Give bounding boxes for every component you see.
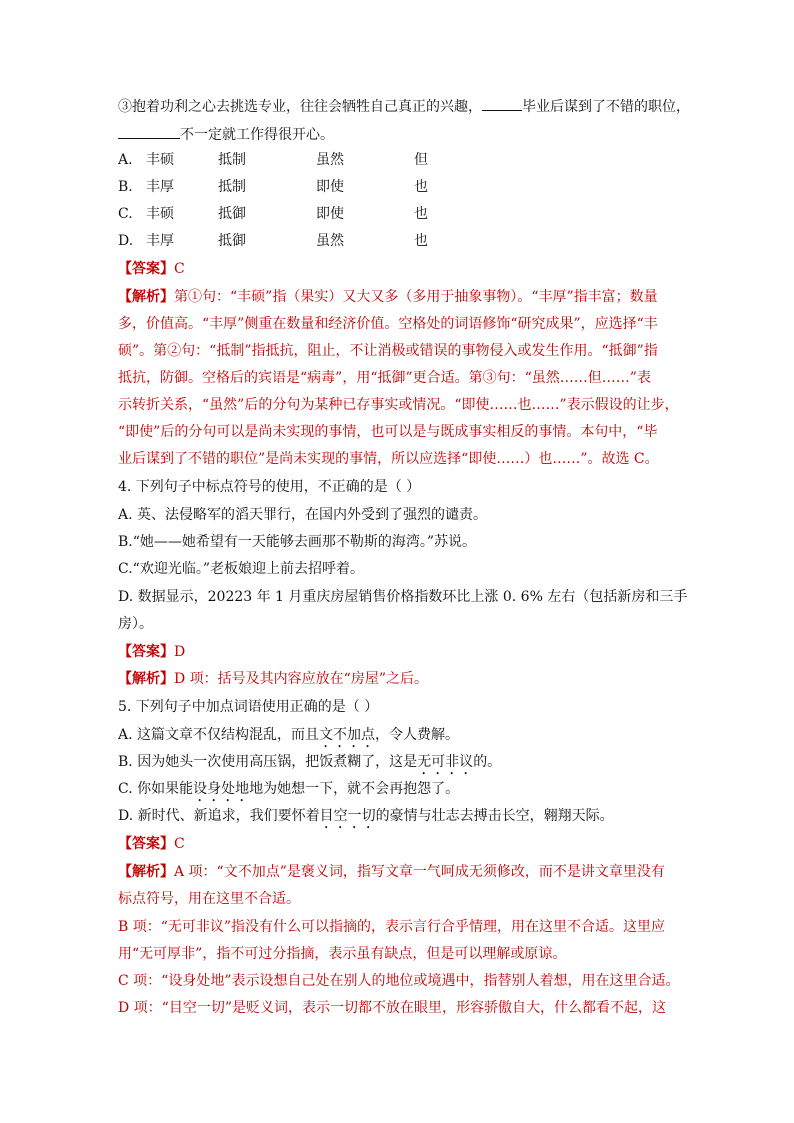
analysis-label: 【解析】 <box>118 864 174 880</box>
q3-analysis-line-6: “即使”后的分句可以是尚未实现的事情，也可以是与既成事实相反的事情。本句中，“毕 <box>118 424 658 440</box>
q3-analysis-line-5: 示转折关系，“虽然”后的分句为某种已存事实或情况。“即使……也……”表示假设的让步， <box>118 397 679 413</box>
q5-analysis-line-1 <box>118 862 678 882</box>
option-word-3: 虽然 <box>316 233 344 249</box>
q5-option-b <box>118 752 678 772</box>
q5-option-d <box>118 806 678 826</box>
q4-answer <box>118 642 678 662</box>
q5-analysis-line-5: C 项：“设身处地”表示设想自己处在别人的地位或境遇中，指替别人着想，用在这里合适。 <box>118 973 680 989</box>
option-word-1: 丰厚 <box>146 179 174 195</box>
option-word-3: 即使 <box>316 179 344 195</box>
analysis-text: 第①句：“丰硕”指（果实）又大又多（多用于抽象事物）。“丰厚”指丰富；数量 <box>174 289 658 305</box>
option-word-4: 也 <box>414 206 428 222</box>
q3-blank-3 <box>482 96 522 111</box>
option-text: 的豪情与壮志去搏击长空，翱翔天际。 <box>375 808 614 824</box>
q5-stem: 5. 下列句子中加点词语使用正确的是（ ） <box>118 699 379 715</box>
answer-label: 【答案】 <box>118 644 174 660</box>
q3-analysis-line-2: 多，价值高。“丰厚”侧重在数量和经济价值。空格处的词语修饰“研究成果”，应选择“丰 <box>118 316 658 332</box>
q3-option-c <box>118 204 678 224</box>
q4-option-c: C.“欢迎光临。”老板娘迎上前去招呼着。 <box>118 561 364 577</box>
dotted-word: 无可非议 <box>417 754 474 770</box>
option-word-3: 虽然 <box>316 152 344 168</box>
q5-option-c <box>118 779 678 799</box>
option-word-4: 但 <box>414 152 428 168</box>
option-word-3: 即使 <box>316 206 344 222</box>
option-text: A. 这篇文章不仅结构混乱，而且 <box>118 727 320 743</box>
q4-option-a: A. 英、法侵略军的滔天罪行，在国内外受到了强烈的谴责。 <box>118 507 488 523</box>
option-word-2: 抵制 <box>218 179 246 195</box>
answer-value: C <box>174 261 185 277</box>
q3-option-d <box>118 231 678 251</box>
option-letter: A. <box>118 152 133 168</box>
q4-analysis <box>118 669 678 689</box>
q5-analysis-line-6: D 项：“目空一切”是贬义词，表示一切都不放在眼里，形容骄傲自大，什么都看不起，这 <box>118 1000 666 1016</box>
dotted-word: 文不加点 <box>319 727 376 743</box>
option-text: C. 你如果能 <box>118 781 194 797</box>
option-word-1: 丰硕 <box>146 206 174 222</box>
q3-option-b <box>118 177 678 197</box>
q3-stem-part-b: 毕业后谋到了不错的职位， <box>522 99 690 115</box>
q3-stem-line-2 <box>118 124 678 144</box>
option-text: 地为她想一下，就不会再抱怨了。 <box>249 781 460 797</box>
q5-answer <box>118 834 678 854</box>
analysis-text: D 项：括号及其内容应放在“房屋”之后。 <box>174 671 428 687</box>
q5-analysis-line-2: 标点符号，用在这里不合适。 <box>118 891 300 907</box>
option-word-4: 也 <box>414 179 428 195</box>
option-word-1: 丰硕 <box>146 152 174 168</box>
dotted-word: 目空一切 <box>319 808 376 824</box>
q5-analysis-line-4: 用“无可厚非”，指不可过分指摘，表示虽有缺点，但是可以理解或原谅。 <box>118 946 567 962</box>
q4-option-d: D. 数据显示，20223 年 1 月重庆房屋销售价格指数环比上涨 0. 6% 左右（包括新房和三手 <box>118 589 688 605</box>
answer-label: 【答案】 <box>118 836 174 852</box>
answer-value: D <box>174 644 186 660</box>
analysis-text: A 项：“文不加点”是褒义词，指写文章一气呵成无须修改，而不是讲文章里没有 <box>174 864 665 880</box>
option-text: 的。 <box>473 754 502 770</box>
option-word-2: 抵御 <box>218 206 246 222</box>
q3-stem-part-c: 不一定就工作得很开心。 <box>180 127 334 143</box>
q3-option-a <box>118 150 678 170</box>
option-letter: B. <box>118 179 133 195</box>
option-text: B. 因为她头一次使用高压锅，把饭煮糊了，这是 <box>118 754 418 770</box>
option-text: D. 新时代、新追求，我们要怀着 <box>118 808 320 824</box>
q4-option-d-cont: 房）。 <box>118 616 153 632</box>
q5-option-a <box>118 725 678 745</box>
option-word-2: 抵制 <box>218 152 246 168</box>
q4-option-b: B.“她——她希望有一天能够去画那不勒斯的海湾。”苏说。 <box>118 534 477 550</box>
q4-stem: 4. 下列句子中标点符号的使用，不正确的是（ ） <box>118 479 421 495</box>
q3-stem-line-1 <box>118 96 690 116</box>
option-text: ，令人费解。 <box>375 727 460 743</box>
analysis-label: 【解析】 <box>118 289 174 305</box>
answer-label: 【答案】 <box>118 261 174 277</box>
analysis-label: 【解析】 <box>118 671 174 687</box>
option-word-2: 抵御 <box>218 233 246 249</box>
dotted-word: 设身处地 <box>193 781 250 797</box>
q5-analysis-line-3: B 项：“无可非议”指没有什么可以指摘的，表示言行合乎情理，用在这里不合适。这里应 <box>118 919 666 935</box>
option-word-1: 丰厚 <box>146 233 174 249</box>
q3-analysis-line-1 <box>118 287 678 307</box>
q3-blank-4 <box>118 124 180 139</box>
option-letter: C. <box>118 206 133 222</box>
q3-analysis-line-7: 业后谋到了不错的职位”是尚未实现的事情，所以应选择“即使……）也……”。故选 C。 <box>118 451 659 467</box>
q3-analysis-line-3: 硕”。第②句：“抵制”指抵抗，阻止，不让消极或错误的事物侵入或发生作用。“抵御”指 <box>118 343 658 359</box>
option-letter: D. <box>118 233 134 249</box>
answer-value: C <box>174 836 185 852</box>
q3-analysis-line-4: 抵抗，防御。空格后的宾语是“病毒”，用“抵御”更合适。第③句：“虽然……但……”表 <box>118 370 651 386</box>
option-word-4: 也 <box>414 233 428 249</box>
q3-answer <box>118 259 678 279</box>
q3-stem-part-a: ③抱着功利之心去挑选专业，往往会牺牲自己真正的兴趣， <box>118 99 482 115</box>
